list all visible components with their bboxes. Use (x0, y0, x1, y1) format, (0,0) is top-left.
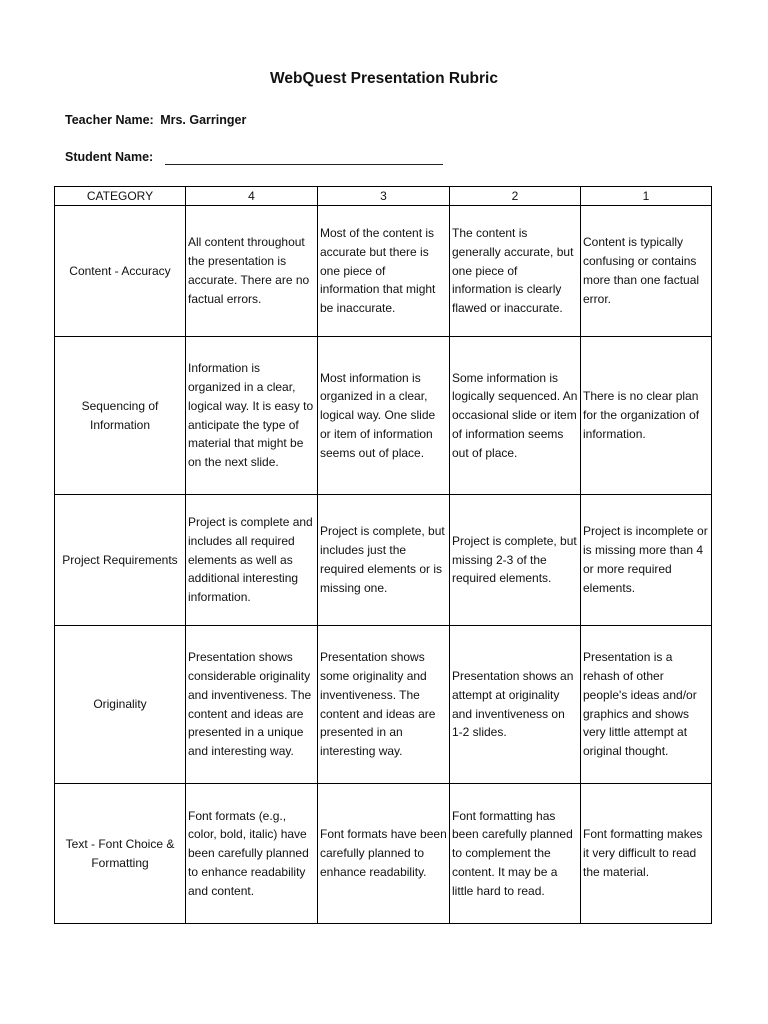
criteria-cell-4: Presentation shows considerable originality and inventiveness. The content and ideas are presented in a unique and interesting way. (186, 626, 318, 784)
criteria-cell-1: Font formatting makes it very difficult to read the material. (581, 784, 712, 924)
category-cell: Project Requirements (55, 495, 186, 626)
criteria-cell-4: Information is organized in a clear, logical way. It is easy to anticipate the type of material that might be on the next slide. (186, 337, 318, 495)
criteria-cell-2: The content is generally accurate, but one piece of information is clearly flawed or inaccurate. (450, 206, 581, 337)
header-score-2: 2 (450, 187, 581, 206)
table-row (55, 337, 712, 495)
student-name-label: Student Name: (65, 150, 154, 164)
criteria-cell-3: Font formats have been carefully planned to enhance readability. (318, 784, 450, 924)
table-row (55, 626, 712, 784)
criteria-cell-1: Content is typically confusing or contains more than one factual error. (581, 206, 712, 337)
criteria-cell-4: Project is complete and includes all required elements as well as additional interesting information. (186, 495, 318, 626)
criteria-cell-3: Most information is organized in a clear, logical way. One slide or item of information seems out of place. (318, 337, 450, 495)
table-row (55, 495, 712, 626)
criteria-cell-4: All content throughout the presentation is accurate. There are no factual errors. (186, 206, 318, 337)
student-name-blank[interactable] (165, 164, 443, 165)
teacher-name-line (65, 113, 246, 127)
table-row (55, 206, 712, 337)
criteria-cell-3: Project is complete, but includes just the required elements or is missing one. (318, 495, 450, 626)
header-row (55, 187, 712, 206)
criteria-cell-1: There is no clear plan for the organization of information. (581, 337, 712, 495)
criteria-cell-1: Project is incomplete or is missing more than 4 or more required elements. (581, 495, 712, 626)
criteria-cell-2: Some information is logically sequenced. An occasional slide or item of information seems out of place. (450, 337, 581, 495)
criteria-cell-3: Presentation shows some originality and inventiveness. The content and ideas are presented in an interesting way. (318, 626, 450, 784)
category-cell: Content - Accuracy (55, 206, 186, 337)
student-name-line (65, 150, 153, 164)
criteria-cell-1: Presentation is a rehash of other people's ideas and/or graphics and shows very little attempt at original thought. (581, 626, 712, 784)
page-title: WebQuest Presentation Rubric (270, 70, 498, 87)
criteria-cell-2: Font formatting has been carefully planned to complement the content. It may be a little hard to read. (450, 784, 581, 924)
teacher-name-value: Mrs. Garringer (160, 113, 247, 127)
category-cell: Text - Font Choice & Formatting (55, 784, 186, 924)
criteria-cell-4: Font formats (e.g., color, bold, italic) have been carefully planned to enhance readability and content. (186, 784, 318, 924)
header-score-1: 1 (581, 187, 712, 206)
rubric-table (54, 186, 712, 924)
header-score-3: 3 (318, 187, 450, 206)
criteria-cell-2: Presentation shows an attempt at originality and inventiveness on 1-2 slides. (450, 626, 581, 784)
header-category: CATEGORY (55, 187, 186, 206)
header-score-4: 4 (186, 187, 318, 206)
table-row (55, 784, 712, 924)
category-cell: Sequencing of Information (55, 337, 186, 495)
criteria-cell-2: Project is complete, but missing 2-3 of the required elements. (450, 495, 581, 626)
criteria-cell-3: Most of the content is accurate but there is one piece of information that might be inaccurate. (318, 206, 450, 337)
category-cell: Originality (55, 626, 186, 784)
teacher-name-label: Teacher Name: (65, 113, 154, 127)
